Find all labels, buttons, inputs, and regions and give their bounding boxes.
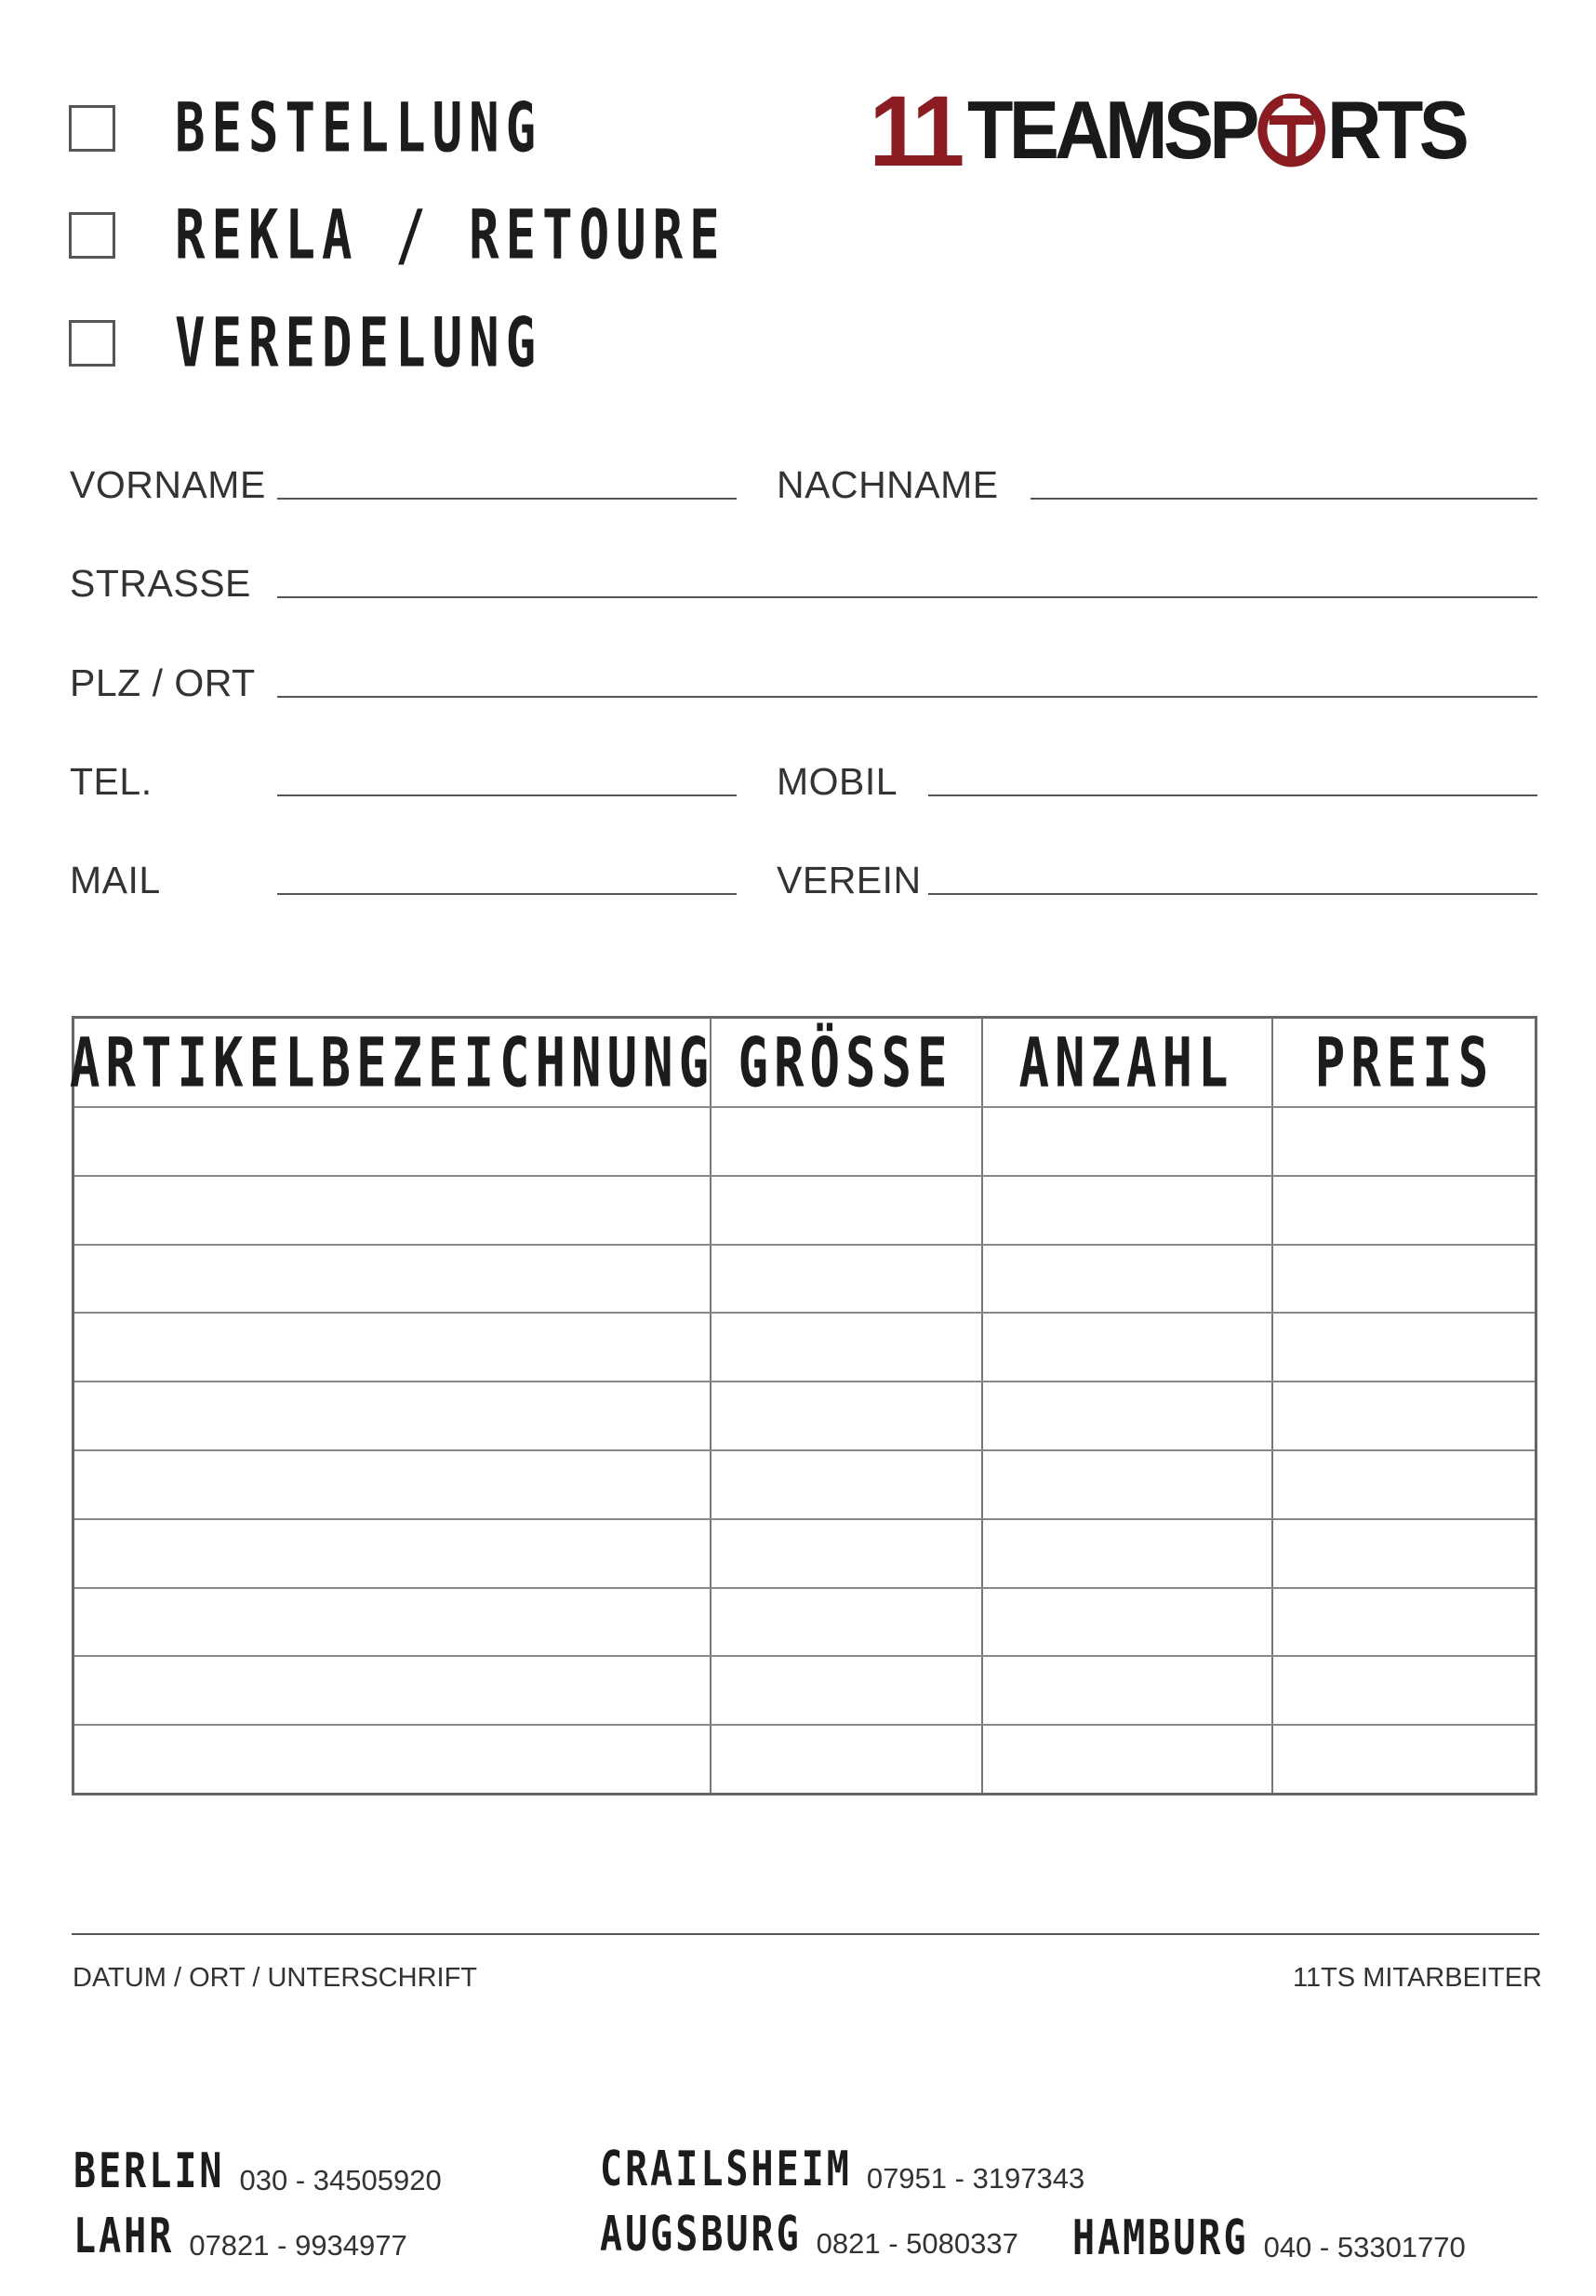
header-groesse: GRÖSSE [738,1022,953,1102]
signature-field[interactable] [72,1933,1539,1935]
row-separator [74,1244,1535,1246]
footer-contact-augsburg [600,2207,1018,2263]
mail-label: MAIL [70,859,161,901]
row-separator [74,1724,1535,1726]
city-phone: 07951 - 3197343 [866,2162,1085,2195]
row-separator [74,1449,1535,1451]
logo-number: 11 [869,73,960,187]
checkbox-label: BESTELLUNG [175,87,543,168]
vorname-label: VORNAME [70,463,266,506]
checkbox-rekla-retoure[interactable] [69,194,726,275]
city-phone: 0821 - 5080337 [816,2227,1018,2260]
header-preis: PREIS [1314,1022,1495,1102]
logo-circle-icon [1257,93,1326,167]
footer-contact-hamburg [1072,2210,1466,2266]
row-separator [74,1518,1535,1520]
checkbox-veredelung[interactable] [69,302,543,383]
city-phone: 030 - 34505920 [239,2164,442,2196]
plz-ort-label: PLZ / ORT [70,661,256,704]
employee-label: 11TS MITARBEITER [1292,1963,1542,1993]
city-phone: 040 - 53301770 [1263,2231,1466,2263]
column-divider [981,1019,983,1793]
tel-label: TEL. [70,760,153,803]
strasse-field[interactable] [277,596,1537,598]
order-table [69,1016,1537,1795]
city-phone: 07821 - 9934977 [189,2229,407,2262]
city-name: BERLIN [73,2143,225,2199]
verein-field[interactable] [928,893,1537,895]
row-separator [74,1655,1535,1657]
verein-label: VEREIN [777,859,922,901]
mobil-label: MOBIL [777,760,898,803]
strasse-label: STRASSE [70,562,251,605]
header-anzahl: ANZAHL [1018,1022,1234,1102]
checkbox-box[interactable] [69,105,115,152]
row-separator [74,1587,1535,1589]
city-name: HAMBURG [1072,2210,1249,2266]
city-name: CRAILSHEIM [600,2142,852,2197]
footer-contact-berlin [73,2143,442,2199]
company-logo [867,73,1509,187]
row-separator [74,1312,1535,1314]
mail-field[interactable] [277,893,737,895]
footer-contact-crailsheim [600,2142,1085,2197]
checkbox-box[interactable] [69,320,115,367]
nachname-label: NACHNAME [777,463,999,506]
logo-wordmark [967,83,1465,178]
header-artikelbezeichnung: ARTIKELBEZEICHNUNG [69,1022,715,1102]
header-separator [74,1106,1535,1108]
mobil-field[interactable] [928,794,1537,796]
checkbox-label: VEREDELUNG [175,302,543,383]
column-divider [710,1019,712,1793]
checkbox-bestellung[interactable] [69,87,543,168]
row-separator [74,1175,1535,1177]
row-separator [74,1381,1535,1382]
footer-contact-lahr [73,2209,407,2264]
city-name: AUGSBURG [600,2207,802,2263]
logo-word-right: RTS [1327,84,1466,176]
column-divider [1271,1019,1273,1793]
nachname-field[interactable] [1031,498,1537,500]
tel-field[interactable] [277,794,737,796]
vorname-field[interactable] [277,498,737,500]
checkbox-label: REKLA / RETOURE [175,194,726,275]
logo-word-left: TEAMSP [967,84,1256,176]
checkbox-box[interactable] [69,212,115,259]
plz-ort-field[interactable] [277,696,1537,698]
signature-label: DATUM / ORT / UNTERSCHRIFT [73,1963,477,1993]
city-name: LAHR [73,2209,175,2264]
